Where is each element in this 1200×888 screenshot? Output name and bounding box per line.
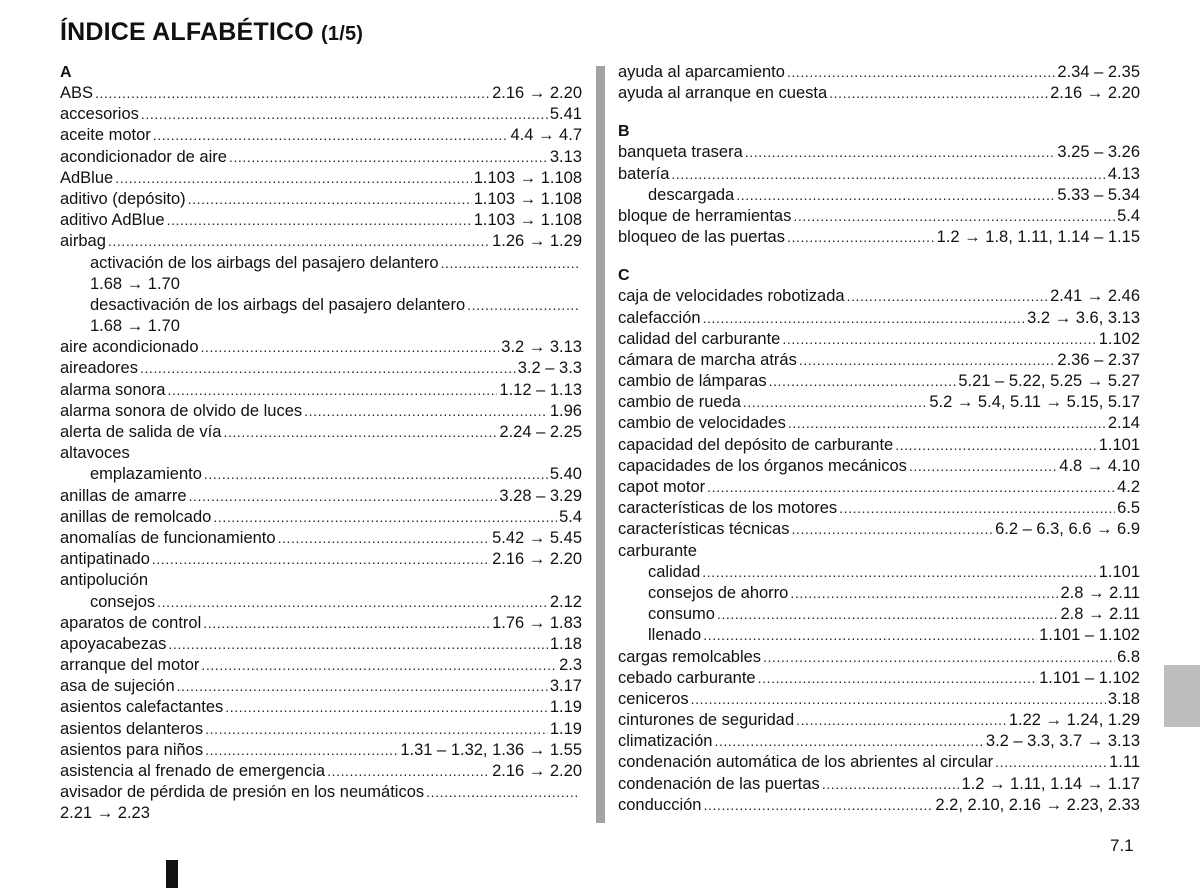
- dot-leader: [205, 740, 398, 761]
- entry-pages: 4.4 → 4.7: [510, 126, 582, 145]
- section-letter: C: [618, 267, 630, 285]
- index-heading: carburante: [618, 541, 697, 560]
- entry-pages: 1.19: [549, 719, 582, 738]
- dot-leader: [167, 380, 497, 401]
- dot-leader: [714, 731, 983, 752]
- dot-leader: [787, 62, 1055, 83]
- entry-pages: 1.101 – 1.102: [1039, 668, 1140, 687]
- dot-leader: [203, 613, 490, 634]
- entry-term: asistencia al frenado de emergencia: [60, 762, 326, 780]
- entry-pages: 5.42 → 5.45: [492, 528, 582, 547]
- dot-leader: [152, 549, 490, 570]
- dot-leader: [189, 486, 498, 507]
- dot-leader: [140, 358, 516, 379]
- entry-term: activación de los airbags del pasajero delantero: [90, 253, 439, 272]
- dot-leader: [95, 83, 490, 104]
- dot-leader: [223, 422, 497, 443]
- entry-pages: 1.12 – 1.13: [499, 380, 582, 399]
- entry-term: aceite motor: [60, 126, 151, 145]
- dot-leader: [703, 795, 933, 816]
- entry-pages: 1.96: [549, 401, 582, 420]
- dot-leader: [799, 350, 1056, 371]
- entry-term: condenación de las puertas: [618, 774, 820, 793]
- index-entry: [60, 676, 582, 697]
- entry-term: alarma sonora: [60, 380, 166, 399]
- dot-leader: [201, 655, 557, 676]
- entry-pages: 1.31 – 1.32, 1.36 → 1.55: [400, 740, 582, 759]
- entry-term: caja de velocidades robotizada: [618, 287, 845, 306]
- entry-term: descargada: [648, 185, 735, 204]
- entry-pages: 6.5: [1117, 499, 1140, 518]
- entry-pages: 4.2: [1117, 478, 1140, 496]
- entry-term: calidad del carburante: [618, 329, 781, 348]
- entry-pages: 2.41 → 2.46: [1050, 287, 1140, 306]
- index-entry: [618, 519, 1140, 540]
- dot-leader: [736, 185, 1055, 206]
- entry-term: alarma sonora de olvido de luces: [60, 401, 303, 420]
- index-entry: [60, 528, 582, 549]
- index-entry: [618, 308, 1140, 329]
- dot-leader: [769, 371, 957, 392]
- index-entry: [60, 697, 582, 718]
- entry-term: banqueta trasera: [618, 143, 743, 162]
- entry-pages: 1.26 → 1.29: [492, 232, 582, 251]
- index-entry: [618, 329, 1140, 350]
- index-subentry: [618, 185, 1140, 206]
- dot-leader: [796, 710, 1007, 731]
- dot-leader: [213, 507, 557, 528]
- entry-term: avisador de pérdida de presión en los neumáticos: [60, 783, 425, 802]
- dot-leader: [691, 689, 1106, 710]
- index-entry: [618, 731, 1140, 752]
- entry-term: cebado carburante: [618, 668, 756, 687]
- index-entry: [618, 456, 1140, 477]
- entry-term: climatización: [618, 732, 713, 751]
- index-entry: [618, 689, 1140, 710]
- column-divider: [596, 66, 605, 823]
- entry-pages: 2.8 → 2.11: [1060, 605, 1140, 624]
- dot-leader: [782, 329, 1096, 350]
- dot-leader: [671, 164, 1106, 185]
- dot-leader: [141, 104, 548, 125]
- entry-pages: 2.8 → 2.11: [1060, 583, 1140, 602]
- dot-leader: [167, 210, 472, 231]
- entry-term: anillas de remolcado: [60, 507, 212, 526]
- entry-pages: 5.4: [1117, 206, 1140, 225]
- entry-pages: 6.2 – 6.3, 6.6 → 6.9: [995, 520, 1140, 539]
- index-subentry: [60, 253, 582, 274]
- section-gap: [618, 104, 1140, 121]
- entry-term: bloque de herramientas: [618, 206, 792, 225]
- page-number: 7.1: [1110, 836, 1134, 855]
- dot-leader: [895, 435, 1097, 456]
- entry-pages: 4.8 → 4.10: [1059, 456, 1140, 475]
- entry-pages: 1.101: [1098, 562, 1140, 581]
- entry-term: consejos: [90, 592, 156, 611]
- entry-term: apoyacabezas: [60, 634, 167, 653]
- entry-term: capacidad del depósito de carburante: [618, 435, 894, 454]
- entry-pages: 1.102: [1098, 329, 1140, 348]
- entry-pages: 5.40: [549, 465, 582, 484]
- index-entry: [60, 634, 582, 655]
- entry-pages: 5.4: [559, 507, 582, 526]
- dot-leader: [787, 227, 935, 248]
- entry-term: capot motor: [618, 478, 706, 496]
- dot-leader: [702, 562, 1096, 583]
- entry-pages: 3.18: [1107, 689, 1140, 708]
- dot-leader: [791, 519, 993, 540]
- index-pages-continuation: 2.21 → 2.23: [60, 804, 150, 823]
- dot-leader: [168, 634, 547, 655]
- index-entry: [618, 350, 1140, 371]
- entry-term: aireadores: [60, 359, 138, 378]
- entry-pages: 1.2 → 1.11, 1.14 → 1.17: [961, 774, 1140, 793]
- entry-pages: 1.103 → 1.108: [473, 189, 582, 208]
- index-entry: [618, 795, 1140, 816]
- dot-leader: [745, 142, 1056, 163]
- index-heading: altavoces: [60, 444, 130, 463]
- entry-term: características de los motores: [618, 499, 838, 518]
- index-entry: [618, 647, 1140, 668]
- entry-pages: 1.101: [1098, 435, 1140, 454]
- entry-term: cargas remolcables: [618, 647, 762, 666]
- entry-pages: 3.2 → 3.13: [501, 338, 582, 357]
- dot-leader: [717, 604, 1059, 625]
- index-entry: [618, 206, 1140, 227]
- dot-leader: [703, 308, 1026, 329]
- entry-pages: 1.103 → 1.108: [473, 211, 582, 230]
- entry-term: acondicionador de aire: [60, 147, 227, 166]
- index-entry: [60, 189, 582, 210]
- entry-pages: 1.103 → 1.108: [473, 168, 582, 187]
- entry-term: aditivo AdBlue: [60, 211, 165, 230]
- index-pages-continuation: 1.68 → 1.70: [90, 317, 180, 336]
- entry-term: emplazamiento: [90, 465, 202, 484]
- entry-term: cambio de velocidades: [618, 414, 786, 433]
- index-entry: [618, 227, 1140, 248]
- index-entry: [60, 655, 582, 676]
- dot-leader: [829, 83, 1048, 104]
- index-entry: [60, 782, 582, 803]
- entry-term: asientos calefactantes: [60, 698, 224, 717]
- dot-leader: [909, 456, 1057, 477]
- index-entry: [60, 613, 582, 634]
- entry-pages: 2.36 – 2.37: [1057, 350, 1140, 369]
- entry-pages: 2.16 → 2.20: [492, 550, 582, 569]
- dot-leader: [201, 337, 500, 358]
- entry-pages: 3.2 – 3.3, 3.7 → 3.13: [985, 732, 1140, 751]
- entry-pages: 5.33 – 5.34: [1057, 185, 1140, 204]
- entry-pages: 6.8: [1117, 647, 1140, 666]
- dot-leader: [847, 286, 1049, 307]
- dot-leader: [763, 647, 1115, 668]
- index-entry: [60, 719, 582, 740]
- index-subentry: [60, 592, 582, 613]
- index-subentry: [618, 583, 1140, 604]
- entry-term: alerta de salida de vía: [60, 423, 222, 441]
- dot-leader: [115, 168, 472, 189]
- dot-leader: [157, 592, 548, 613]
- dot-leader: [707, 477, 1115, 498]
- entry-term: AdBlue: [60, 168, 114, 187]
- index-subentry: [60, 295, 582, 316]
- entry-pages: 2.3: [559, 656, 582, 675]
- index-entry: [60, 147, 582, 168]
- index-entry: [60, 549, 582, 570]
- index-entry: [60, 104, 582, 125]
- entry-pages: 2.14: [1107, 414, 1140, 433]
- dot-leader: [441, 253, 580, 274]
- entry-term: cámara de marcha atrás: [618, 350, 797, 369]
- entry-term: antipatinado: [60, 550, 150, 569]
- dot-leader: [793, 206, 1115, 227]
- index-subentry: [618, 625, 1140, 646]
- entry-term: accesorios: [60, 105, 139, 124]
- dot-leader: [758, 668, 1037, 689]
- index-entry: [60, 168, 582, 189]
- entry-pages: 3.2 → 3.6, 3.13: [1027, 308, 1140, 327]
- index-entry: [618, 62, 1140, 83]
- dot-leader: [205, 719, 548, 740]
- entry-term: airbag: [60, 232, 106, 251]
- page-title: [60, 18, 363, 47]
- index-entry: [60, 337, 582, 358]
- title-main: ÍNDICE ALFABÉTICO: [60, 18, 314, 46]
- entry-term: ayuda al arranque en cuesta: [618, 84, 828, 103]
- dot-leader: [225, 697, 548, 718]
- entry-pages: 2.34 – 2.35: [1057, 63, 1140, 81]
- dot-leader: [788, 413, 1106, 434]
- index-entry: [618, 286, 1140, 307]
- entry-term: desactivación de los airbags del pasajero delantero: [90, 295, 466, 314]
- index-entry: [60, 422, 582, 443]
- entry-pages: 1.19: [549, 698, 582, 717]
- dot-leader: [426, 782, 580, 803]
- entry-pages: 3.2 – 3.3: [517, 359, 582, 378]
- entry-term: bloqueo de las puertas: [618, 228, 785, 247]
- index-entry: [618, 477, 1140, 498]
- dot-leader: [108, 231, 490, 252]
- entry-pages: 3.28 – 3.29: [499, 486, 582, 505]
- index-entry: [618, 371, 1140, 392]
- entry-term: cinturones de seguridad: [618, 711, 795, 730]
- entry-pages: 2.16 → 2.20: [1050, 84, 1140, 103]
- entry-term: capacidades de los órganos mecánicos: [618, 456, 907, 475]
- entry-pages: 2.2, 2.10, 2.16 → 2.23, 2.33: [935, 795, 1140, 814]
- index-entry: [618, 142, 1140, 163]
- section-letter: B: [618, 123, 630, 141]
- dot-leader: [467, 295, 580, 316]
- entry-term: llenado: [648, 626, 702, 645]
- chapter-tab: [1164, 665, 1200, 727]
- dot-leader: [188, 189, 472, 210]
- index-entry: [60, 83, 582, 104]
- index-subentry: [618, 562, 1140, 583]
- entry-pages: 5.2 → 5.4, 5.11 → 5.15, 5.17: [929, 393, 1140, 412]
- index-entry: [618, 710, 1140, 731]
- entry-term: cambio de lámparas: [618, 372, 767, 391]
- entry-pages: 3.25 – 3.26: [1057, 143, 1140, 162]
- entry-term: calefacción: [618, 308, 701, 327]
- dot-leader: [327, 761, 490, 782]
- index-entry: [60, 401, 582, 422]
- entry-term: batería: [618, 164, 670, 183]
- entry-term: anillas de amarre: [60, 486, 187, 505]
- index-entry: [60, 761, 582, 782]
- entry-pages: 5.41: [549, 105, 582, 124]
- index-column-left: [60, 62, 582, 825]
- entry-term: anomalías de funcionamiento: [60, 528, 276, 547]
- index-entry: [618, 413, 1140, 434]
- index-entry: [60, 231, 582, 252]
- dot-leader: [743, 392, 927, 413]
- entry-term: calidad: [648, 562, 701, 581]
- entry-term: características técnicas: [618, 520, 790, 539]
- entry-term: asientos para niños: [60, 740, 204, 759]
- entry-term: aditivo (depósito): [60, 189, 186, 208]
- entry-pages: 3.13: [549, 147, 582, 166]
- index-entry: [618, 164, 1140, 185]
- dot-leader: [304, 401, 548, 422]
- index-heading: antipolución: [60, 571, 149, 590]
- entry-term: ayuda al aparcamiento: [618, 63, 785, 81]
- entry-term: aparatos de control: [60, 613, 202, 632]
- entry-term: cambio de rueda: [618, 393, 741, 412]
- index-entry: [60, 740, 582, 761]
- index-entry: [618, 752, 1140, 773]
- entry-pages: 2.12: [549, 592, 582, 611]
- section-gap: [618, 248, 1140, 265]
- entry-pages: 1.101 – 1.102: [1039, 626, 1140, 645]
- entry-pages: 1.2 → 1.8, 1.11, 1.14 – 1.15: [936, 228, 1140, 247]
- dot-leader: [995, 752, 1107, 773]
- entry-term: asientos delanteros: [60, 719, 204, 738]
- dot-leader: [790, 583, 1058, 604]
- entry-term: consejos de ahorro: [648, 583, 789, 602]
- entry-pages: 1.76 → 1.83: [492, 613, 582, 632]
- dot-leader: [153, 125, 509, 146]
- index-entry: [618, 435, 1140, 456]
- entry-pages: 1.11: [1109, 753, 1140, 772]
- index-pages-continuation: 1.68 → 1.70: [90, 274, 180, 293]
- index-entry: [618, 498, 1140, 519]
- entry-pages: 2.16 → 2.20: [492, 762, 582, 780]
- index-subentry: [618, 604, 1140, 625]
- entry-term: arranque del motor: [60, 656, 200, 675]
- entry-pages: 5.21 – 5.22, 5.25 → 5.27: [958, 372, 1140, 391]
- entry-pages: 1.18: [549, 634, 582, 653]
- index-entry: [60, 507, 582, 528]
- entry-term: aire acondicionado: [60, 338, 199, 357]
- index-entry: [60, 125, 582, 146]
- dot-leader: [204, 464, 548, 485]
- dot-leader: [278, 528, 491, 549]
- entry-term: conducción: [618, 795, 702, 814]
- section-letter: A: [60, 64, 72, 81]
- entry-pages: 2.24 – 2.25: [499, 423, 582, 441]
- crop-mark: [166, 860, 178, 888]
- dot-leader: [839, 498, 1115, 519]
- dot-leader: [177, 676, 548, 697]
- dot-leader: [703, 625, 1037, 646]
- index-entry: [60, 380, 582, 401]
- entry-term: asa de sujeción: [60, 677, 175, 696]
- title-part: (1/5): [321, 23, 364, 45]
- entry-pages: 3.17: [549, 677, 582, 696]
- index-entry: [618, 392, 1140, 413]
- index-entry: [618, 774, 1140, 795]
- dot-leader: [229, 147, 548, 168]
- entry-pages: 4.13: [1107, 164, 1140, 183]
- entry-pages: 2.16 → 2.20: [492, 84, 582, 102]
- index-entry: [618, 668, 1140, 689]
- entry-term: ABS: [60, 84, 94, 102]
- entry-term: ceniceros: [618, 689, 689, 708]
- index-column-right: [618, 62, 1140, 816]
- dot-leader: [822, 774, 960, 795]
- entry-pages: 1.22 → 1.24, 1.29: [1008, 711, 1140, 730]
- entry-term: consumo: [648, 605, 715, 624]
- index-entry: [618, 83, 1140, 104]
- entry-term: condenación automática de los abrientes al circular: [618, 753, 994, 772]
- index-entry: [60, 210, 582, 231]
- index-entry: [60, 486, 582, 507]
- index-entry: [60, 358, 582, 379]
- index-subentry: [60, 464, 582, 485]
